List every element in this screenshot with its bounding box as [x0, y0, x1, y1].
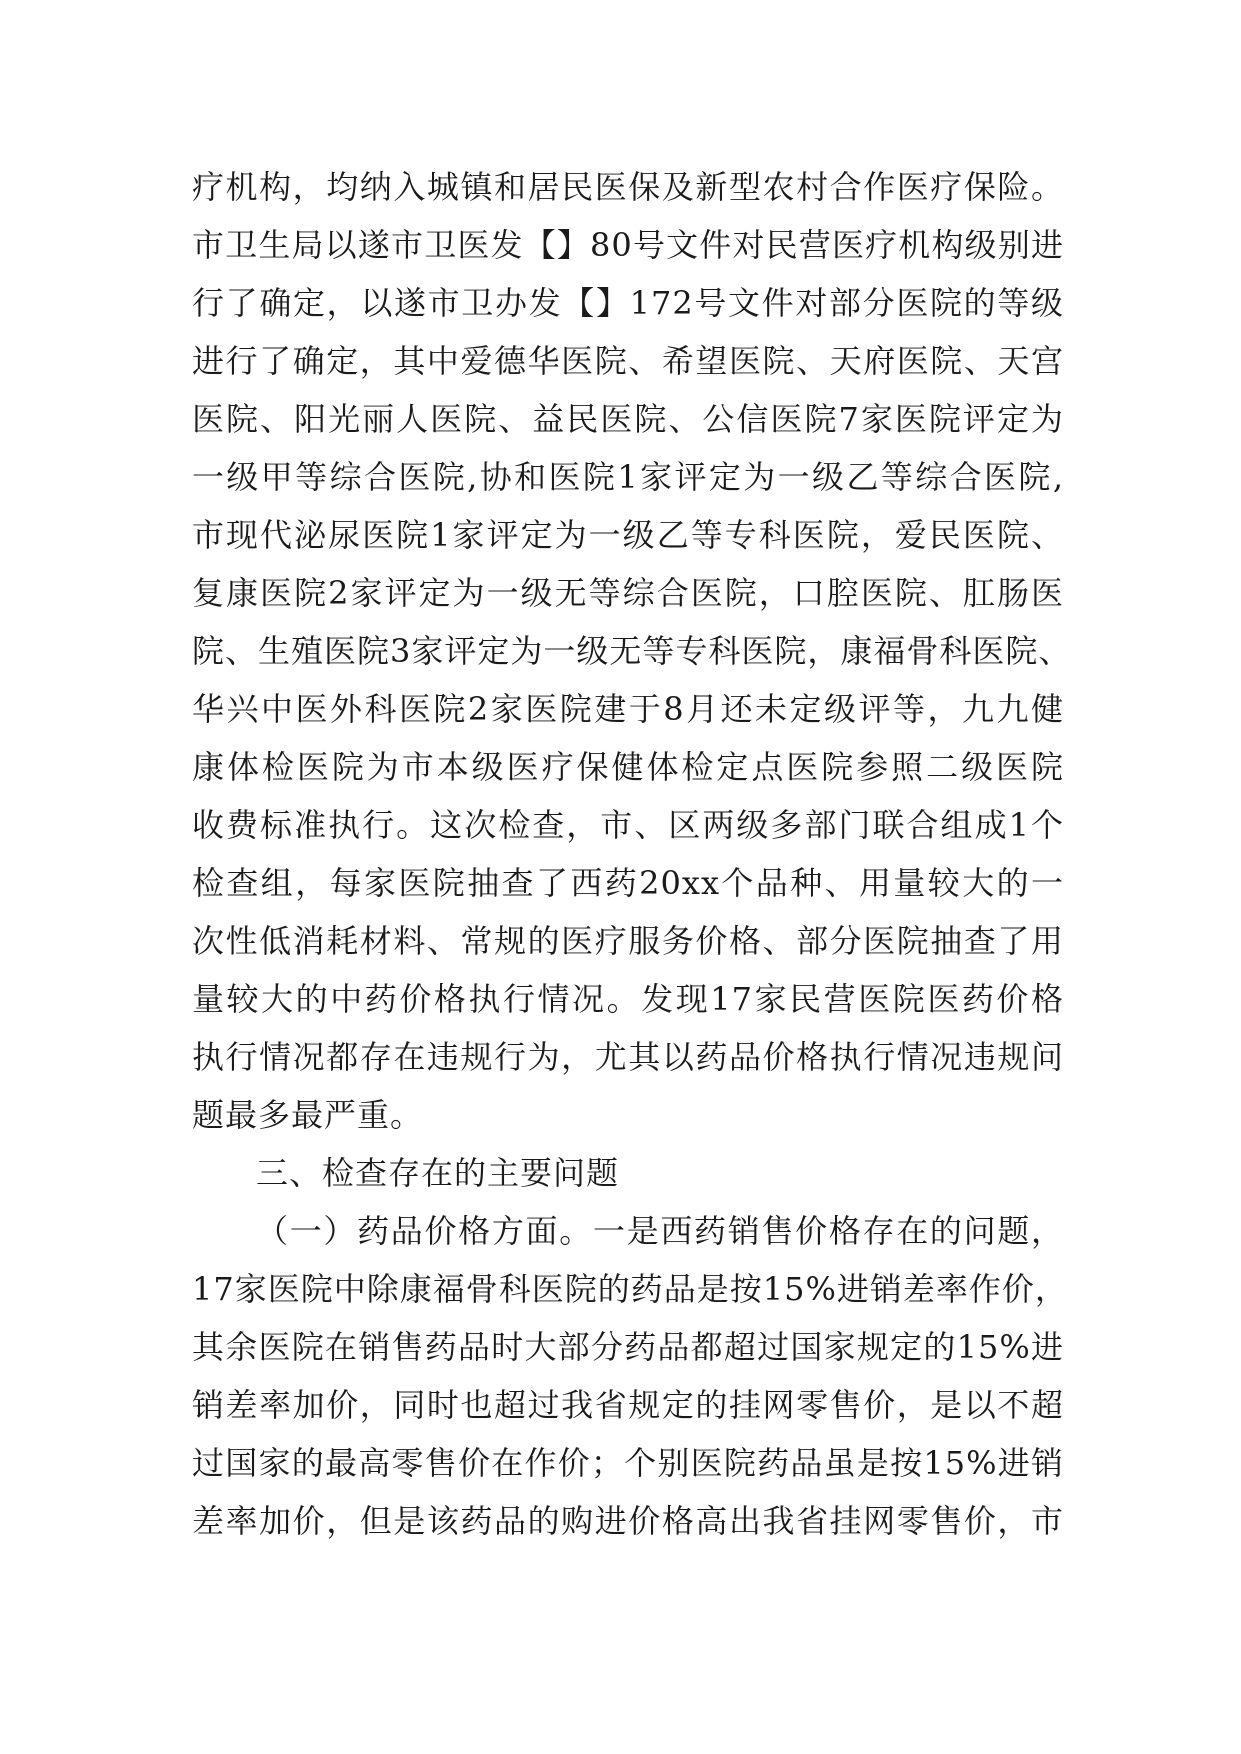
text-line: （一）药品价格方面。一是西药销售价格存在的问题，: [256, 1212, 1064, 1250]
text-line: 收费标准执行。这次检查，市、区两级多部门联合组成1个: [192, 806, 1064, 844]
section-heading: 三、检查存在的主要问题: [256, 1154, 620, 1192]
text-line: 华兴中医外科医院2家医院建于8月还未定级评等，九九健: [192, 690, 1064, 728]
document-body: [192, 158, 1072, 1550]
text-line: 执行情况都存在违规行为，尤其以药品价格执行情况违规问: [192, 1038, 1064, 1076]
text-line: 疗机构，均纳入城镇和居民医保及新型农村合作医疗保险。: [192, 168, 1064, 206]
text-line: 复康医院2家评定为一级无等综合医院，口腔医院、肛肠医: [192, 574, 1064, 612]
text-line: 市现代泌尿医院1家评定为一级乙等专科医院，爱民医院、: [192, 516, 1064, 554]
text-line: 医院、阳光丽人医院、益民医院、公信医院7家医院评定为: [192, 400, 1064, 438]
text-line: 检查组，每家医院抽查了西药20xx个品种、用量较大的一: [192, 864, 1064, 902]
text-line: 差率加价，但是该药品的购进价格高出我省挂网零售价，市: [192, 1502, 1064, 1540]
text-line: 题最多最严重。: [192, 1096, 424, 1134]
text-line: 次性低消耗材料、常规的医疗服务价格、部分医院抽查了用: [192, 922, 1064, 960]
text-line: 市卫生局以遂市卫医发【】80号文件对民营医疗机构级别进: [192, 226, 1064, 264]
text-line: 行了确定，以遂市卫办发【】172号文件对部分医院的等级: [192, 284, 1064, 322]
text-line: 17家医院中除康福骨科医院的药品是按15%进销差率作价，: [192, 1270, 1068, 1308]
text-line: 销差率加价，同时也超过我省规定的挂网零售价，是以不超: [192, 1386, 1064, 1424]
paragraph-1: [192, 158, 1072, 1144]
paragraph-2: [192, 1202, 1068, 1550]
text-line: 量较大的中药价格执行情况。发现17家民营医院医药价格: [192, 980, 1064, 1018]
text-line: 院、生殖医院3家评定为一级无等专科医院，康福骨科医院、: [192, 632, 1072, 670]
text-line: 康体检医院为市本级医疗保健体检定点医院参照二级医院: [192, 748, 1064, 786]
text-line: 进行了确定，其中爱德华医院、希望医院、天府医院、天宫: [192, 342, 1064, 380]
text-line: 一级甲等综合医院,协和医院1家评定为一级乙等综合医院,: [192, 458, 1064, 496]
text-line: 其余医院在销售药品时大部分药品都超过国家规定的15%进: [192, 1328, 1064, 1366]
text-line: 过国家的最高零售价在作价；个别医院药品虽是按15%进销: [192, 1444, 1064, 1482]
